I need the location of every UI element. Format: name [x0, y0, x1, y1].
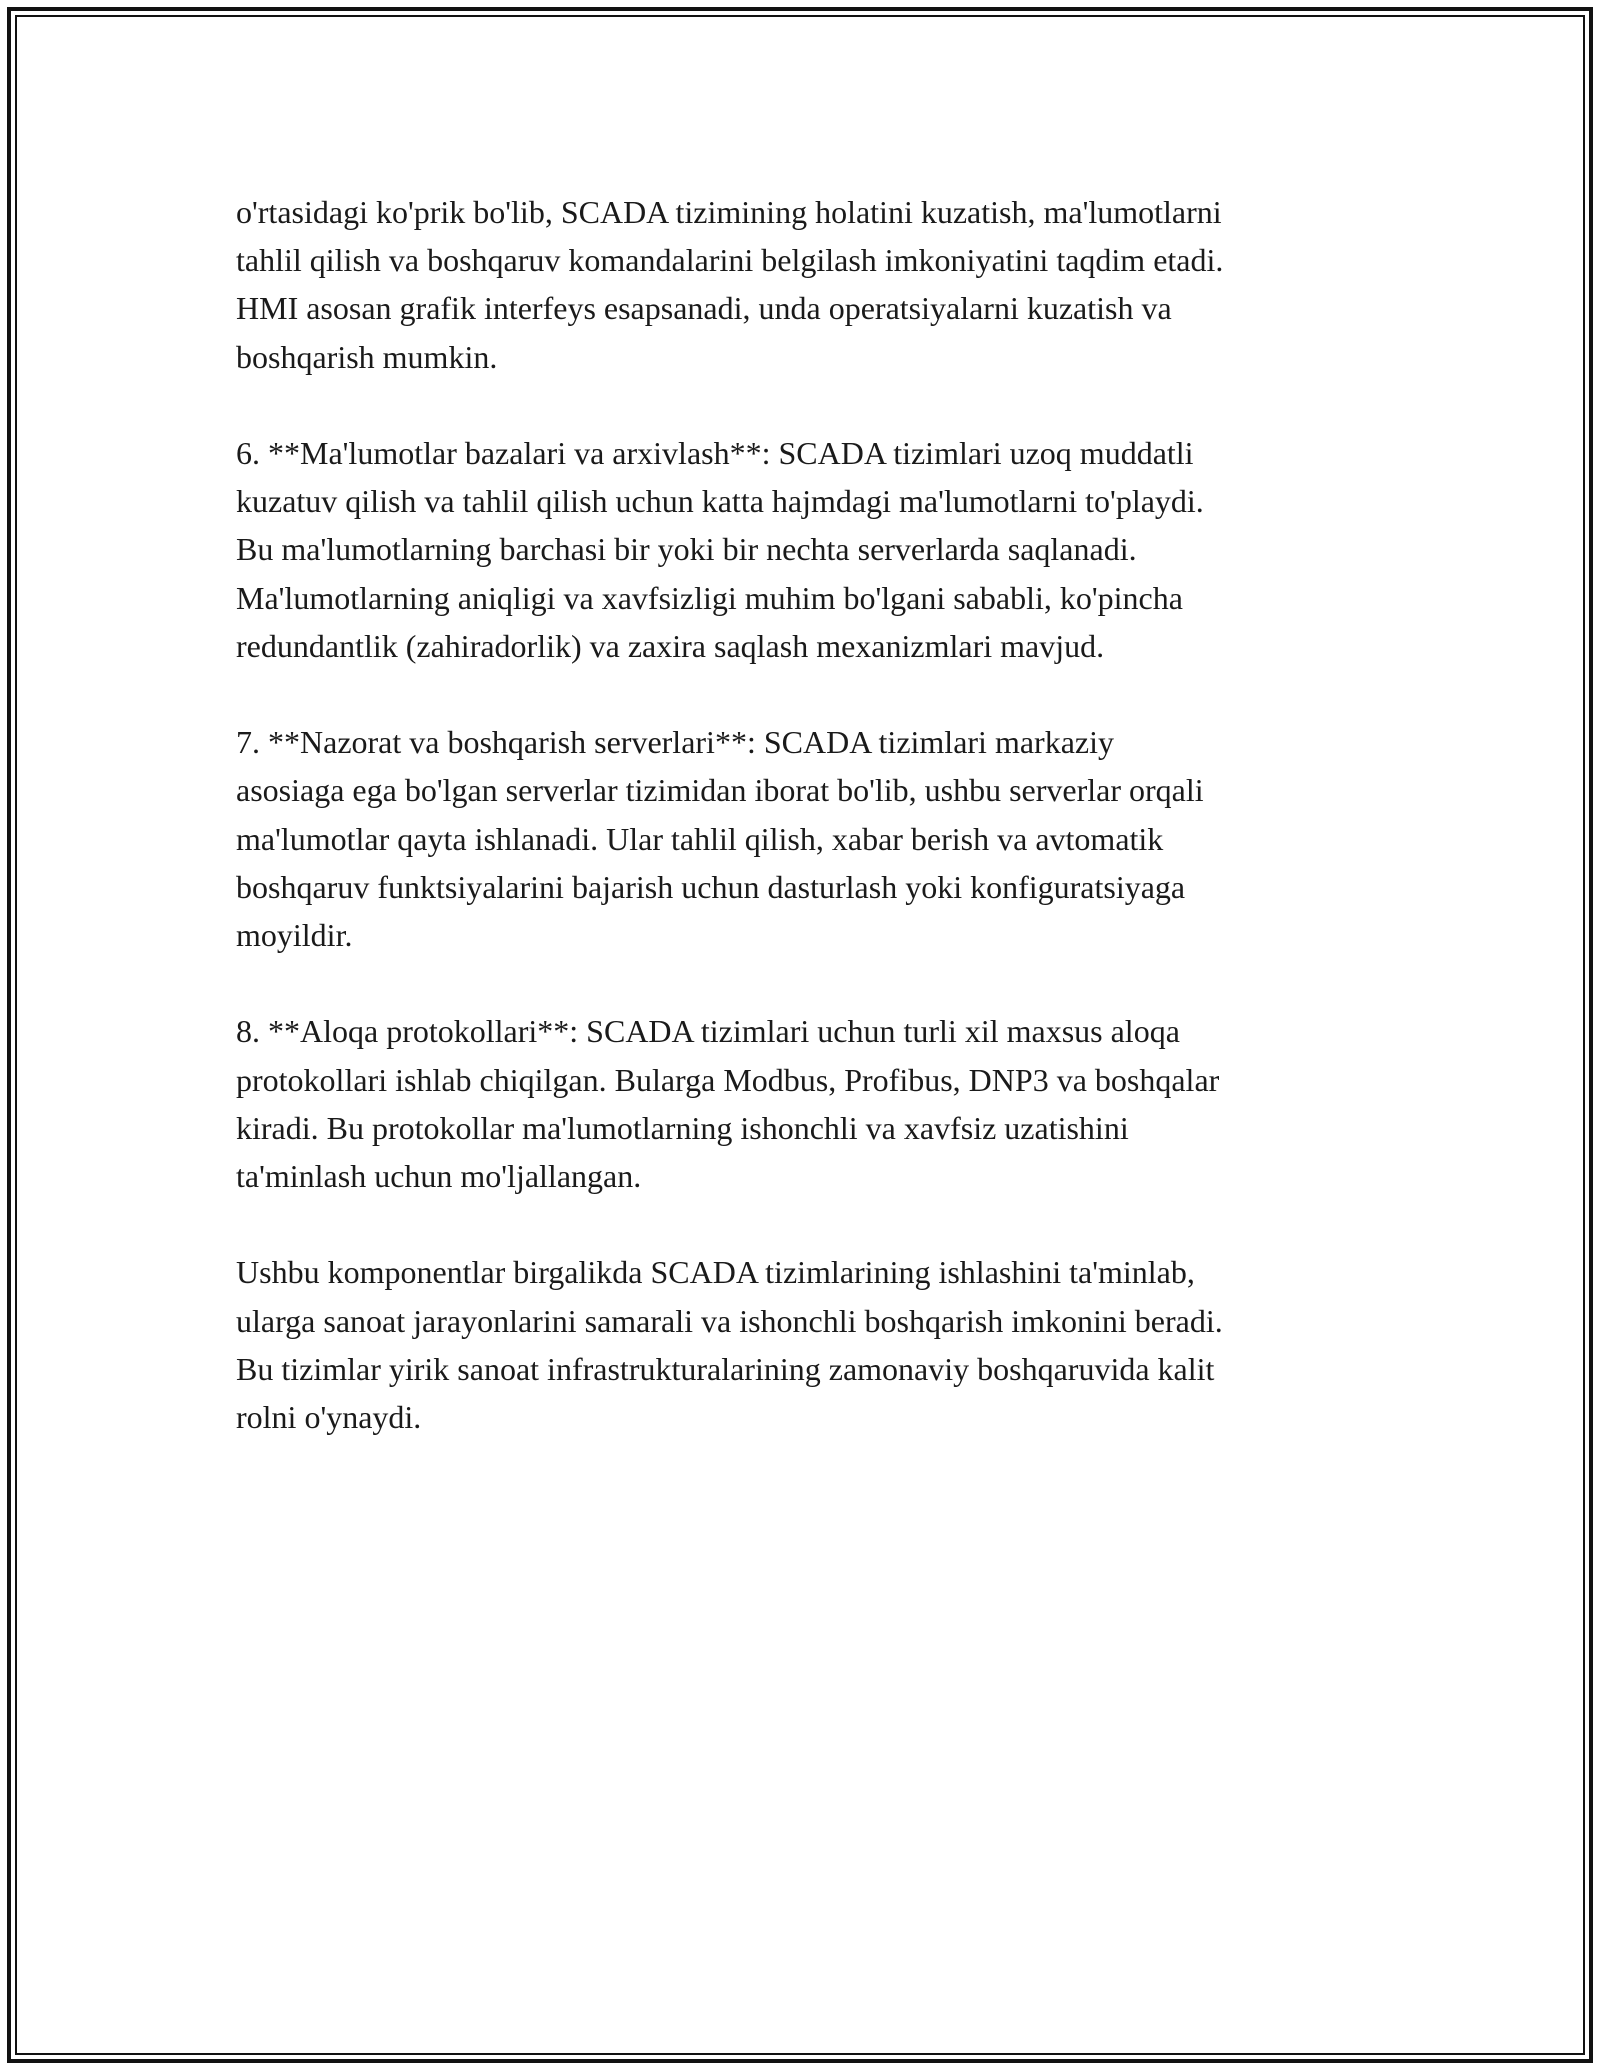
text-line: HMI asosan grafik interfeys esapsanadi, unda operatsiyalarni kuzatish va — [236, 290, 1172, 327]
text-line: Bu tizimlar yirik sanoat infrastrukturalarining zamonaviy boshqaruvida kalit — [236, 1350, 1215, 1387]
text-line: redundantlik (zahiradorlik) va zaxira saqlash mexanizmlari mavjud. — [236, 627, 1105, 664]
text-line: ma'lumotlar qayta ishlanadi. Ular tahlil qilish, xabar berish va avtomatik — [236, 820, 1164, 857]
text-line: asosiaga ega bo'lgan serverlar tizimidan iborat bo'lib, ushbu serverlar orqali — [236, 772, 1204, 809]
text-line: 6. **Ma'lumotlar bazalari va arxivlash**: SCADA tizimlari uzoq muddatli — [236, 435, 1194, 471]
text-line: Ushbu komponentlar birgalikda SCADA tizimlarining ishlashini ta'minlab, — [236, 1254, 1195, 1291]
text-line: moyildir. — [236, 917, 353, 954]
paragraph-conclusion — [236, 1248, 1386, 1441]
text-line: ta'minlash uchun mo'ljallangan. — [236, 1158, 642, 1195]
text-line: kiradi. Bu protokollar ma'lumotlarning ishonchli va xavfsiz uzatishini — [236, 1109, 1129, 1146]
text-line: protokollari ishlab chiqilgan. Bularga Modbus, Profibus, DNP3 va boshqalar — [236, 1061, 1220, 1098]
text-line: boshqaruv funktsiyalarini bajarish uchun dasturlash yoki konfiguratsiyaga — [236, 868, 1186, 905]
text-line: Ma'lumotlarning aniqligi va xavfsizligi muhim bo'lgani sababli, ko'pincha — [236, 579, 1183, 616]
text-line: o'rtasidagi ko'prik bo'lib, SCADA tizimining holatini kuzatish, ma'lumotlarni — [236, 194, 1222, 230]
document-body — [236, 188, 1386, 1489]
text-line: boshqarish mumkin. — [236, 338, 498, 375]
text-line: ularga sanoat jarayonlarini samarali va ishonchli boshqarish imkonini beradi. — [236, 1302, 1223, 1339]
text-line: 7. **Nazorat va boshqarish serverlari**: SCADA tizimlari markaziy — [236, 724, 1114, 761]
paragraph-databases-archiving — [236, 429, 1386, 670]
text-line: tahlil qilish va boshqaruv komandalarini belgilash imkoniyatini taqdim etadi. — [236, 242, 1224, 279]
text-line: kuzatuv qilish va tahlil qilish uchun katta hajmdagi ma'lumotlarni to'playdi. — [236, 483, 1204, 520]
paragraph-control-servers — [236, 718, 1386, 959]
paragraph-hmi-continuation — [236, 188, 1386, 381]
text-line: Bu ma'lumotlarning barchasi bir yoki bir nechta serverlarda saqlanadi. — [236, 531, 1137, 568]
text-line: 8. **Aloqa protokollari**: SCADA tizimlari uchun turli xil maxsus aloqa — [236, 1013, 1180, 1050]
text-line: rolni o'ynaydi. — [236, 1399, 422, 1436]
paragraph-communication-protocols — [236, 1007, 1386, 1200]
